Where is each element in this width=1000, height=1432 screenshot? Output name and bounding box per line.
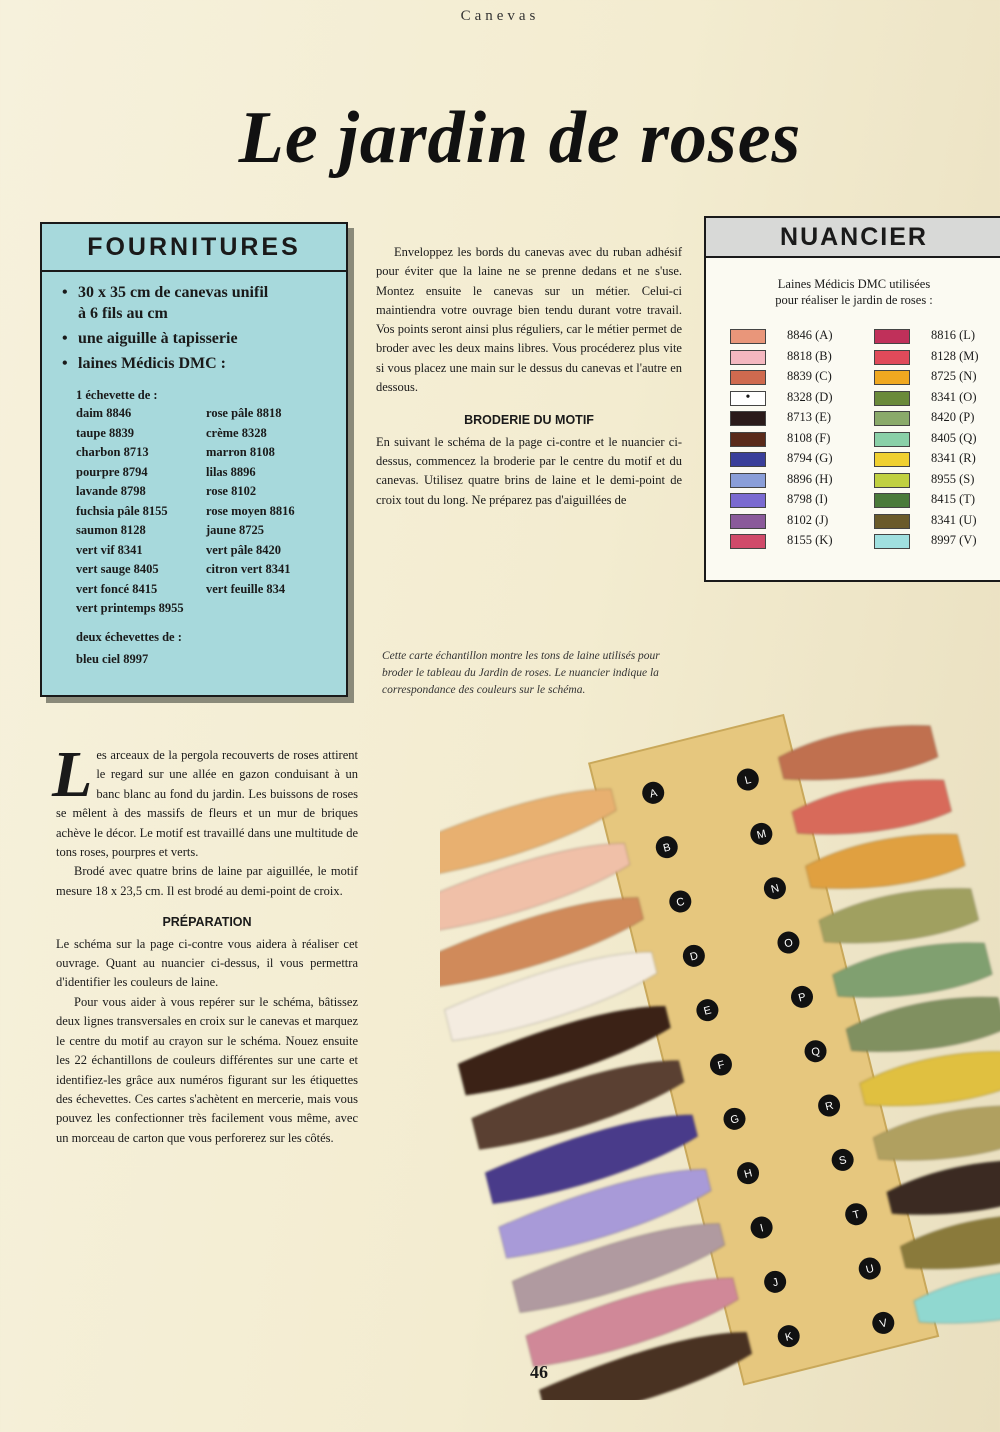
label-letter: F <box>716 1058 726 1073</box>
yarn-item: lavande 8798 <box>76 484 146 498</box>
color-swatch <box>874 411 910 426</box>
yarn-item: pourpre 8794 <box>76 464 148 479</box>
yarn-item: daim 8846 <box>76 406 132 420</box>
paragraph: Le schéma sur la page ci-contre vous aidera à réaliser cet ouvrage. Quant au nuancier ci-dessus, il vous permettra d'identifier les couleurs de laine. <box>56 936 358 990</box>
middle-column <box>376 243 682 510</box>
color-swatch <box>730 329 766 344</box>
yarn-column-2 <box>206 404 336 599</box>
label-letter: H <box>742 1167 754 1181</box>
color-code: 8997 (V) <box>931 533 977 547</box>
paragraph: Les arceaux de la pergola recouverts de roses attirent le regard sur une allée en gazon conduisant à un banc blanc au fond du jardin. Les buissons de roses se mêlent à des massifs de fleurs et un mur de briques achève le décor. Le motif est travaillé dans une multitude de tons roses, pourpres et verts. <box>52 738 358 860</box>
yarn-item: vert foncé 8415 <box>76 581 158 596</box>
color-row <box>730 472 858 489</box>
color-code: 8128 (M) <box>931 348 979 363</box>
color-code: 8798 (I) <box>787 492 828 506</box>
color-swatch <box>874 534 910 549</box>
color-swatch <box>874 370 910 385</box>
label-letter: B <box>661 841 673 855</box>
supplies-list <box>42 282 346 374</box>
yarn-item: vert printemps 8955 <box>76 601 184 615</box>
section-heading: BRODERIE DU MOTIF <box>464 413 594 428</box>
label-letter: Q <box>810 1045 822 1060</box>
color-row <box>874 390 1000 407</box>
color-code: 8846 (A) <box>787 328 833 342</box>
color-row <box>730 390 858 407</box>
paragraph: Pour vous aider à vous repérer sur le schéma, bâtissez deux lignes transversales en croix sur le canevas et marquez le centre du motif au crayon sur le schéma. Nouez ensuite les 22 échantillons de couleurs différentes sur une carte et identifiez-les grâce aux numéros figurant sur les étiquettes des échevettes. Ces cartes s'achètent en mercerie, mais vous pouvez les confectionner très facilement vous même, avec un morceau de carton que vous perforerez sur les côtés. <box>56 994 358 1145</box>
color-swatch <box>874 432 910 447</box>
color-row <box>730 328 858 345</box>
color-row <box>874 369 1000 386</box>
color-row <box>874 431 1000 448</box>
color-code: 8405 (Q) <box>931 430 977 445</box>
color-swatch <box>874 493 910 508</box>
two-skein-label: deux échevettes de : <box>76 630 182 644</box>
label-letter: T <box>851 1208 862 1222</box>
label-letter: D <box>688 950 700 964</box>
color-row <box>730 451 858 468</box>
page-number: 46 <box>530 1362 548 1382</box>
yarn-item: fuchsia pâle 8155 <box>76 503 168 518</box>
paragraph: Enveloppez les bords du canevas avec du ruban adhésif pour éviter que la laine ne se prenne dedans et ne s'use. Montez ensuite le canevas sur un métier. Celui-ci maintiendra votre ouvrage bien tendu durant votre travail. Vos points seront ainsi plus réguliers, car le métier permet de broder avec les deux mains libres. Vous procéderez plus vite si vous placez une main sur le dessus du canevas et l'autre en dessous. <box>376 245 682 395</box>
color-row <box>730 431 858 448</box>
nuancier-subtitle <box>706 276 1000 308</box>
intro-column <box>52 738 358 1148</box>
color-code: 8328 (D) <box>787 389 833 404</box>
color-row <box>730 492 858 509</box>
nuancier-heading: NUANCIER <box>706 218 1000 258</box>
yarn-item: vert sauge 8405 <box>76 562 159 576</box>
color-row <box>874 451 1000 468</box>
color-swatch <box>730 514 766 529</box>
nuancier-box <box>704 216 1000 582</box>
yarn-item: vert feuille 834 <box>206 581 286 596</box>
color-row <box>730 513 858 530</box>
color-code: 8341 (R) <box>931 451 976 465</box>
color-swatch: • <box>730 391 766 406</box>
color-code: 8725 (N) <box>931 369 977 383</box>
color-code: 8102 (J) <box>787 512 829 527</box>
color-swatch <box>874 514 910 529</box>
color-code: 8794 (G) <box>787 451 833 465</box>
photo-caption: Cette carte échantillon montre les tons de laine utilisés pour broder le tableau du Jardin de roses. Le nuancier indique la correspondance des couleurs sur le schéma. <box>382 650 660 696</box>
yarn-item: rose moyen 8816 <box>206 503 295 518</box>
label-letter: M <box>755 827 768 842</box>
running-header: Canevas <box>460 8 540 24</box>
color-code: 8155 (K) <box>787 533 833 547</box>
color-row <box>730 410 858 427</box>
supply-item: • une aiguille à tapisserie <box>62 328 346 349</box>
color-swatch <box>730 534 766 549</box>
color-swatch <box>874 473 910 488</box>
yarn-item: vert vif 8341 <box>76 542 143 557</box>
subtitle-line: Laines Médicis DMC utilisées <box>777 277 931 291</box>
supply-item: • 30 x 35 cm de canevas unifil à 6 fils au cm <box>62 282 346 324</box>
yarn-item: vert pâle 8420 <box>206 542 281 557</box>
yarn-item: crème 8328 <box>206 425 267 440</box>
color-swatch <box>730 350 766 365</box>
color-code: 8713 (E) <box>787 410 832 424</box>
color-swatch <box>874 452 910 467</box>
drop-cap: L <box>52 738 93 811</box>
yarn-item: marron 8108 <box>206 445 275 459</box>
section-heading: PRÉPARATION <box>162 915 252 930</box>
color-swatch <box>874 350 910 365</box>
label-letter: E <box>702 1004 713 1018</box>
color-row <box>874 410 1000 427</box>
color-code: 8420 (P) <box>931 410 975 424</box>
color-swatch <box>730 473 766 488</box>
color-row <box>874 328 1000 345</box>
page-title: Le jardin de roses <box>238 97 802 179</box>
color-row <box>730 369 858 386</box>
label-letter: J <box>771 1276 780 1290</box>
color-code: 8341 (U) <box>931 512 977 527</box>
color-swatch <box>730 411 766 426</box>
yarn-sample-card-photo <box>440 680 1000 1400</box>
color-row <box>874 533 1000 550</box>
color-swatch <box>730 452 766 467</box>
color-swatch <box>730 493 766 508</box>
label-letter: C <box>675 895 686 910</box>
yarn-item: citron vert 8341 <box>206 562 291 576</box>
yarn-item: lilas 8896 <box>206 464 256 479</box>
color-row <box>874 349 1000 366</box>
color-code: 8896 (H) <box>787 471 833 486</box>
one-skein-label: 1 échevette de : <box>76 388 158 402</box>
two-skein-item: bleu ciel 8997 <box>76 652 149 666</box>
color-row <box>874 513 1000 530</box>
color-swatch <box>730 370 766 385</box>
color-code: 8839 (C) <box>787 369 832 383</box>
label-letter: S <box>837 1154 848 1168</box>
color-swatch <box>730 432 766 447</box>
yarn-item: saumon 8128 <box>76 523 146 537</box>
paragraph: Brodé avec quatre brins de laine par aiguillée, le motif mesure 18 x 23,5 cm. Il est brodé au demi-point de croix. <box>56 864 358 898</box>
yarn-column-1 <box>76 404 206 619</box>
yarn-item: charbon 8713 <box>76 445 149 459</box>
label-letter: U <box>864 1262 876 1277</box>
color-code: 8816 (L) <box>931 328 976 342</box>
color-code: 8415 (T) <box>931 492 976 506</box>
yarn-item: rose pâle 8818 <box>206 406 282 420</box>
yarn-item: jaune 8725 <box>206 523 264 537</box>
color-code: 8818 (B) <box>787 348 832 363</box>
color-row <box>730 349 858 366</box>
fournitures-heading: FOURNITURES <box>42 224 346 272</box>
yarn-item: taupe 8839 <box>76 425 134 440</box>
label-letter: O <box>783 936 795 951</box>
label-letter: P <box>797 991 808 1005</box>
label-letter: A <box>648 787 659 801</box>
fournitures-box <box>40 222 348 697</box>
color-swatch <box>874 329 910 344</box>
label-letter: I <box>758 1222 765 1235</box>
label-letter: R <box>824 1099 835 1114</box>
yarn-item: rose 8102 <box>206 484 257 498</box>
color-row <box>730 533 858 550</box>
color-code: 8108 (F) <box>787 430 831 445</box>
color-swatch <box>874 391 910 406</box>
label-letter: G <box>729 1112 741 1127</box>
label-letter: K <box>783 1330 794 1344</box>
color-code: 8955 (S) <box>931 471 975 486</box>
color-code: 8341 (O) <box>931 389 977 404</box>
color-row <box>874 472 1000 489</box>
subtitle-line: pour réaliser le jardin de roses : <box>775 293 933 307</box>
supply-item: • laines Médicis DMC : <box>62 353 346 374</box>
label-letter: V <box>878 1317 889 1331</box>
label-letter: L <box>743 773 753 788</box>
paragraph: En suivant le schéma de la page ci-contre et le nuancier ci-dessus, commencez la broderie par le centre du motif et du canevas. Utilisez quatre brins de laine et le demi-point de croix tout du long. Ne préparez pas d'aiguillées de <box>376 434 682 507</box>
label-letter: N <box>769 882 781 896</box>
color-row <box>874 492 1000 509</box>
